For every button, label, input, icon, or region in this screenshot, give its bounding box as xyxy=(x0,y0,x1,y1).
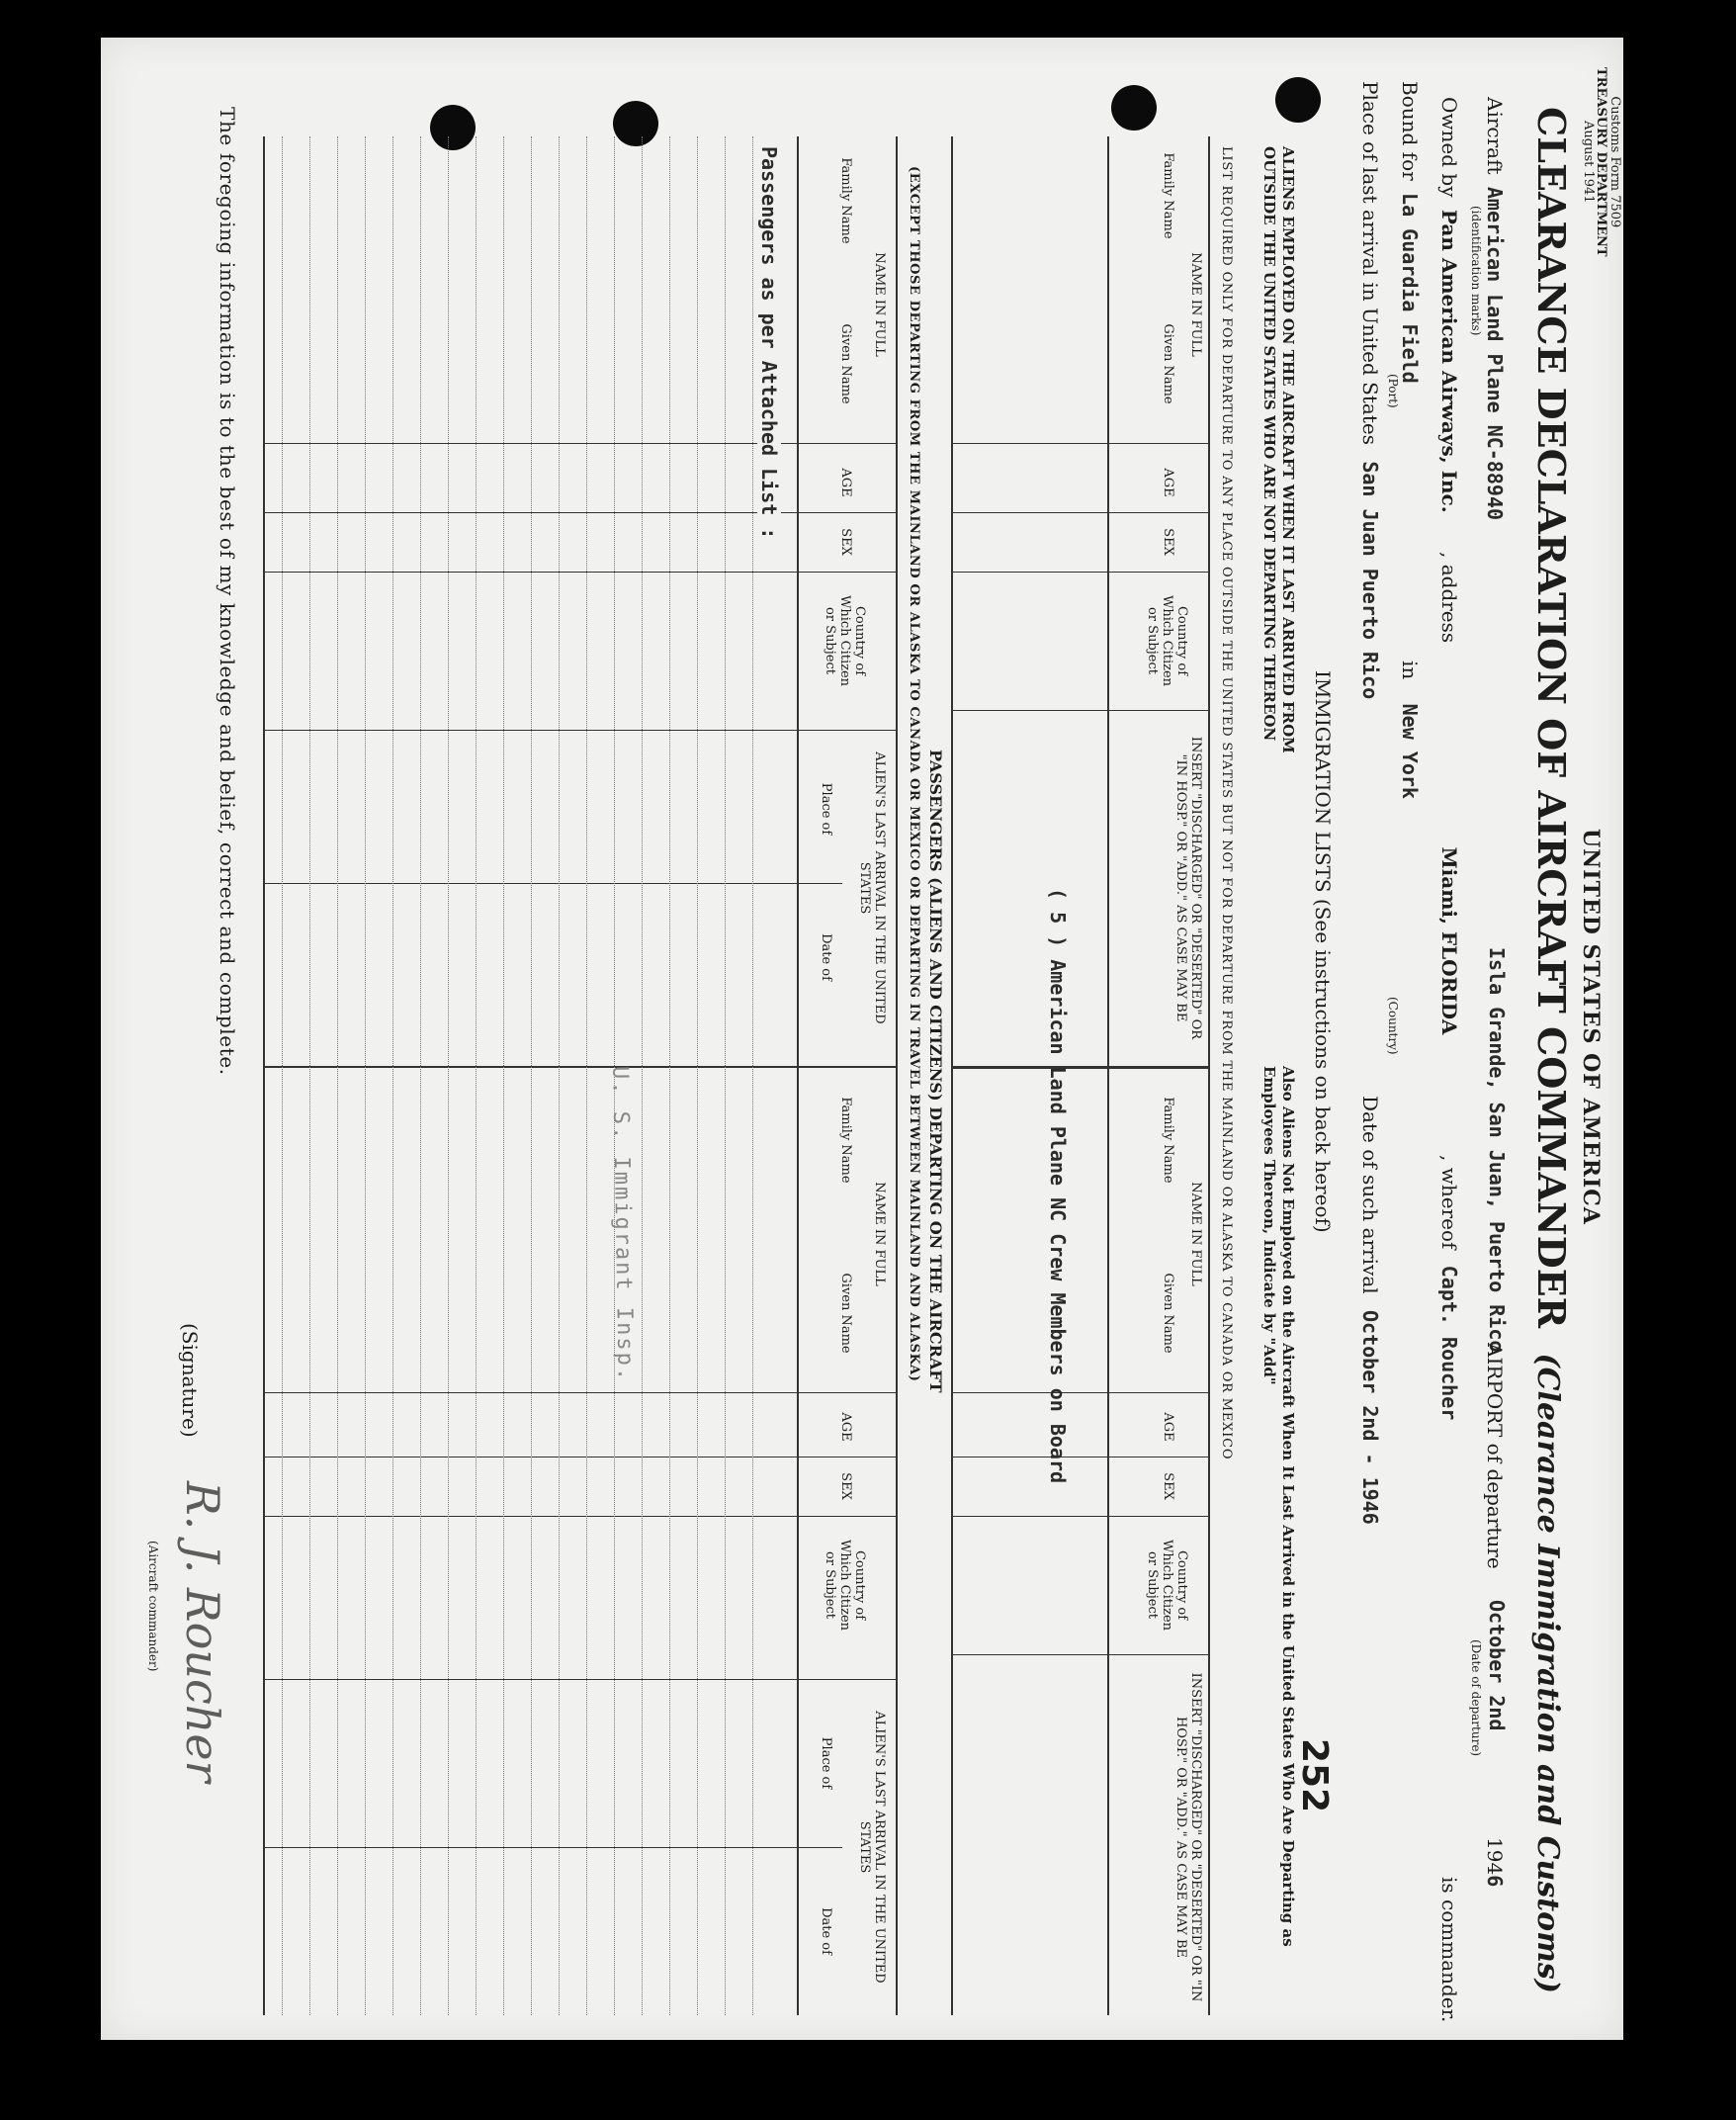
such-arrival-label: Date of such arrival xyxy=(1358,1096,1382,1294)
col-given-name: Given Name xyxy=(1161,323,1175,404)
ruled-row-line xyxy=(420,136,421,2015)
lower-col-sep xyxy=(265,443,898,444)
bound-value: La Guardia Field xyxy=(1398,193,1422,384)
col-country-citizen: Country of Which Citizen or Subject xyxy=(1145,1539,1189,1632)
col-family-name: Family Name xyxy=(838,157,853,244)
form-id-block xyxy=(1581,67,1621,257)
upper-table-divider xyxy=(953,1066,1210,1069)
stamp-number: 252 xyxy=(1294,1738,1335,1813)
col-sex: SEX xyxy=(1161,1472,1175,1500)
upper-col-sep xyxy=(953,710,1210,711)
upper-table-top xyxy=(1208,136,1210,2015)
col-insert-discharged: INSERT "DISCHARGED" OR "DESERTED" OR "IN HOSP." OR "ADD." AS CASE MAY BE xyxy=(1173,736,1203,1040)
col-aliens-last-arrival: ALIEN'S LAST ARRIVAL IN THE UNITED STATES xyxy=(857,1711,887,1984)
upper-col-sep xyxy=(953,443,1210,444)
immigration-heading: IMMIGRATION LISTS (See instructions on back hereof) xyxy=(1311,670,1335,1233)
col-age: AGE xyxy=(1161,468,1175,497)
col-name-in-full: NAME IN FULL xyxy=(1188,252,1203,357)
upper-col-sep xyxy=(953,1457,1210,1458)
col-insert-discharged: INSERT "DISCHARGED" OR "DESERTED" OR "IN HOSP." OR "ADD." AS CASE MAY BE xyxy=(1173,1672,1203,2002)
col-aliens-last-arrival: ALIEN'S LAST ARRIVAL IN THE UNITED STATES xyxy=(857,751,887,1024)
lower-table-top xyxy=(896,136,898,2015)
such-arrival-line xyxy=(1358,1096,1382,1525)
aircraft-label: Aircraft xyxy=(1483,97,1507,175)
last-arrival-line xyxy=(1358,81,1382,699)
col-age: AGE xyxy=(1161,1412,1175,1442)
lower-col-sep xyxy=(265,1392,898,1393)
commander-line xyxy=(1437,1155,1461,1420)
lower-table-divider xyxy=(265,1066,898,1068)
lower-col-sep xyxy=(265,512,898,513)
col-name-in-full: NAME IN FULL xyxy=(1188,1182,1203,1286)
ruled-row-line xyxy=(531,136,532,2015)
col-country-citizen: Country of Which Citizen or Subject xyxy=(1145,594,1189,687)
ruled-row-line xyxy=(448,136,449,2015)
col-given-name: Given Name xyxy=(838,323,853,404)
form-date: August 1941 xyxy=(1580,121,1596,204)
col-sex: SEX xyxy=(1161,528,1175,556)
owner-value: Pan American Airways, Inc. xyxy=(1437,209,1461,513)
lower-col-sep xyxy=(265,1847,842,1848)
lower-col-sep xyxy=(265,1457,898,1458)
port-label: (Port) xyxy=(1386,374,1400,408)
ruled-row-line xyxy=(559,136,560,2015)
signature-value: R. J. Roucher xyxy=(176,1481,229,1783)
col-given-name: Given Name xyxy=(838,1273,853,1354)
upper-col-sep xyxy=(953,1392,1210,1393)
country-heading: UNITED STATES OF AMERICA xyxy=(1578,829,1604,1225)
ruled-row-line xyxy=(282,136,283,2015)
ruled-row-line xyxy=(725,136,726,2015)
whereof-label: , whereof xyxy=(1437,1155,1461,1250)
department: TREASURY DEPARTMENT xyxy=(1594,67,1609,257)
such-arrival-value: October 2nd - 1946 xyxy=(1358,1310,1382,1525)
year-suffix: 6 xyxy=(1483,1875,1507,1888)
bound-line xyxy=(1398,81,1422,384)
address-line xyxy=(1437,552,1461,1034)
airport-label: AIRPORT of departure xyxy=(1483,1343,1507,1569)
address-label: , address xyxy=(1437,552,1461,644)
last-arrival-value: San Juan Puerto Rico xyxy=(1358,461,1382,700)
country-label: (Country) xyxy=(1386,997,1400,1055)
title-main: CLEARANCE DECLARATION OF AIRCRAFT COMMANDER xyxy=(1529,107,1574,1329)
immigrant-stamp: U. S. Immigrant Insp. xyxy=(607,1065,638,1383)
in-label: in xyxy=(1398,661,1422,680)
list-required-note: LIST REQUIRED ONLY FOR DEPARTURE TO ANY PLACE OUTSIDE THE UNITED STATES BUT NOT FOR DEPARTURE FROM THE MAINLAND OR ALASKA TO CANADA OR MEXICO xyxy=(1219,146,1234,1460)
ruled-row-line xyxy=(309,136,310,2015)
rotated-form xyxy=(101,38,1623,2040)
ruled-row-line xyxy=(669,136,670,2015)
col-age: AGE xyxy=(838,468,853,497)
ruled-row-line xyxy=(365,136,366,2015)
ruled-row-line xyxy=(642,136,643,2015)
bound-label: Bound for xyxy=(1398,81,1422,181)
aircraft-line xyxy=(1483,97,1507,520)
year-prefix: 194 xyxy=(1483,1837,1507,1876)
col-family-name: Family Name xyxy=(838,1097,853,1184)
col-family-name: Family Name xyxy=(1161,152,1175,239)
ruled-row-line xyxy=(586,136,587,2015)
owned-label: Owned by xyxy=(1437,97,1461,198)
date-of-departure-label: (Date of departure) xyxy=(1469,1639,1483,1757)
ruled-row-line xyxy=(752,136,753,2015)
ruled-row-line xyxy=(392,136,393,2015)
passengers-subheading: (EXCEPT THOSE DEPARTING FROM THE MAINLAND OR ALASKA TO CANADA OR MEXICO OR DEPARTING IN TRAVEL BETWEEN MAINLAND AND ALASKA) xyxy=(907,166,921,1382)
aircraft-commander-label: (Aircraft commander) xyxy=(146,1541,160,1672)
passengers-heading: PASSENGERS (ALIENS AND CITIZENS) DEPARTING ON THE AIRCRAFT xyxy=(926,750,945,1393)
document-page xyxy=(101,38,1623,2040)
title-sub: (Clearance Immigration and Customs) xyxy=(1530,1353,1565,1993)
identification-label: (identification marks) xyxy=(1469,206,1483,336)
footer-statement: The foregoing information is to the best of my knowledge and belief, correct and complete. xyxy=(216,107,239,1076)
lower-col-sep xyxy=(265,572,898,573)
lower-col-sep xyxy=(265,1516,898,1517)
form-title xyxy=(1529,107,1574,1993)
signature-label: (Signature) xyxy=(178,1323,202,1438)
upper-table-header-bottom xyxy=(1107,136,1109,2015)
is-commander-label: is commander. xyxy=(1437,1877,1461,2023)
aliens-employed-heading: ALIENS EMPLOYED ON THE AIRCRAFT WHEN IT LAST ARRIVED FROM OUTSIDE THE UNITED STATES WHO ARE NOT DEPARTING THEREON xyxy=(1260,146,1297,753)
upper-col-sep xyxy=(953,1516,1210,1517)
ruled-row-line xyxy=(337,136,338,2015)
col-age: AGE xyxy=(838,1412,853,1442)
commander-value: Capt. Roucher xyxy=(1437,1265,1461,1421)
form-number: Customs Form 7509 xyxy=(1607,96,1622,228)
col-place-of: Place of xyxy=(819,1736,833,1790)
country-value: New York xyxy=(1398,703,1422,799)
col-sex: SEX xyxy=(838,528,853,556)
lower-table-header-bottom xyxy=(797,136,799,2015)
departure-date-value: October 2nd xyxy=(1485,1600,1509,1731)
lower-col-sep xyxy=(265,883,842,884)
ruled-row-line xyxy=(476,136,477,2015)
col-country-citizen: Country of Which Citizen or Subject xyxy=(823,594,867,687)
upper-col-sep xyxy=(953,1654,1210,1655)
ruled-row-line xyxy=(503,136,504,2015)
col-date-of: Date of xyxy=(819,933,833,981)
col-given-name: Given Name xyxy=(1161,1273,1175,1354)
col-name-in-full: NAME IN FULL xyxy=(872,1182,887,1286)
upper-col-sep xyxy=(953,512,1210,513)
col-family-name: Family Name xyxy=(1161,1097,1175,1184)
lower-col-sep xyxy=(265,730,898,731)
passengers-top xyxy=(951,136,953,2015)
crew-typed: ( 5 ) American Land Plane NC Crew Members on Board xyxy=(1046,888,1070,1484)
passengers-typed: Passengers as per Attached List : xyxy=(757,146,781,540)
address-value: Miami, FLORIDA xyxy=(1437,846,1461,1035)
ruled-row-line xyxy=(697,136,698,2015)
owner-line xyxy=(1437,97,1461,513)
in-line xyxy=(1398,661,1422,799)
col-date-of: Date of xyxy=(819,1907,833,1955)
also-aliens-heading: Also Aliens Not Employed on the Aircraft When It Last Arrived in the United States Who Are Departing as Employees Thereon, Indicate by "Add" xyxy=(1260,1066,1297,1947)
col-name-in-full: NAME IN FULL xyxy=(872,252,887,357)
col-country-citizen: Country of Which Citizen or Subject xyxy=(823,1539,867,1632)
aircraft-value: American Land Plane NC-88940 xyxy=(1483,186,1507,521)
lower-col-sep xyxy=(265,1679,898,1680)
lower-table-bottom xyxy=(263,136,265,2015)
col-sex: SEX xyxy=(838,1472,853,1500)
col-place-of: Place of xyxy=(819,782,833,836)
upper-col-sep xyxy=(953,572,1210,573)
airport-value: Isla Grande, San Juan, Puerto Rico xyxy=(1485,947,1509,1353)
year-line xyxy=(1483,1837,1507,1887)
last-arrival-label: Place of last arrival in United States xyxy=(1358,81,1382,445)
